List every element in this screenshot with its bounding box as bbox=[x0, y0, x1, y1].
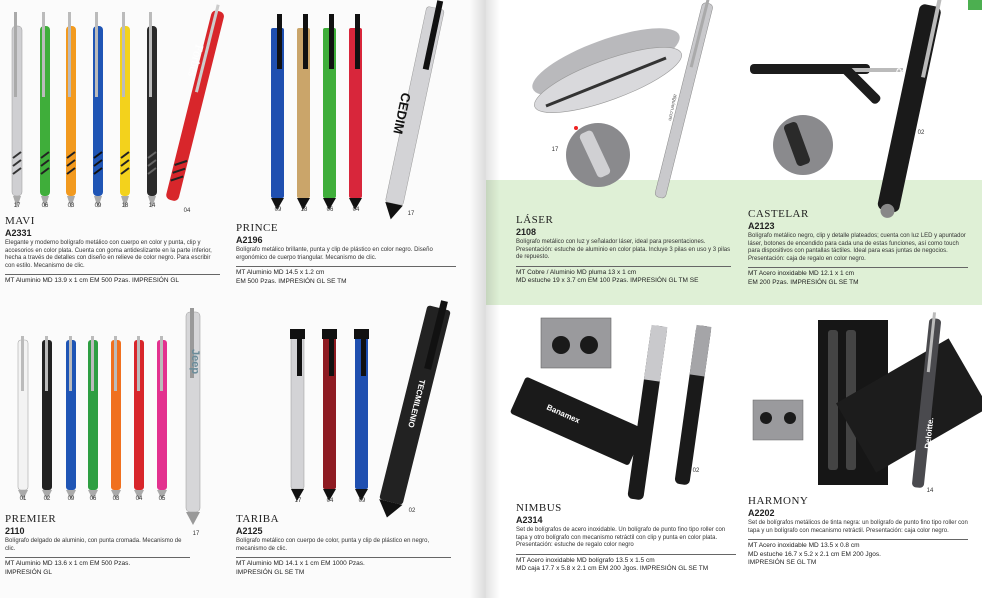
prince-color-code: 04 bbox=[352, 207, 360, 213]
mavi-pen-silver bbox=[12, 12, 22, 208]
product-code: 2110 bbox=[5, 526, 25, 536]
product-specs bbox=[236, 557, 451, 577]
harmony-logo-text: Deloitte. bbox=[923, 416, 936, 450]
nimbus-color-code: 02 bbox=[692, 468, 700, 474]
product-description: Set de bolígrafos metálicos de tinta negra: un bolígrafo de punto fino tipo roller con tapa y un bolígrafo con mecanismo retráctil. Presentación: caja color negro. bbox=[748, 520, 968, 534]
harmony-logo bbox=[924, 395, 944, 455]
tariba-pen-blue bbox=[354, 329, 369, 501]
page-corner-tab bbox=[968, 0, 982, 10]
tariba-logo-text: TECMILENIO bbox=[406, 378, 427, 429]
catalog-page-right bbox=[486, 0, 982, 598]
mavi-pen-black bbox=[147, 12, 157, 208]
product-mavi bbox=[5, 215, 220, 286]
product-prince bbox=[236, 222, 456, 286]
mavi-pen-blue bbox=[93, 12, 103, 208]
premier-color-code: 04 bbox=[135, 496, 143, 502]
product-code: A2202 bbox=[748, 508, 775, 518]
mavi-color-code: 09 bbox=[94, 203, 102, 209]
product-description: Set de bolígrafos de acero inoxidable. Un bolígrafo de punto fino tipo roller con tapa y otro bolígrafo con mecanismo retráctil con clip y punta en color plata. Presentación: estuche de regalo color negro bbox=[516, 527, 726, 549]
premier-pen-silver-large bbox=[186, 308, 200, 525]
product-description: Bolígrafo metálico con cuerpo de color, punta y clip de plástico en negro, mecanismo de clic. bbox=[236, 538, 430, 552]
nimbus-pen-cap bbox=[627, 325, 667, 501]
product-harmony bbox=[748, 495, 968, 568]
product-specs bbox=[5, 557, 190, 577]
product-castelar bbox=[748, 208, 968, 287]
specs-line: EM 200 Pzas. IMPRESIÓN GL SE TM bbox=[748, 278, 859, 286]
premier-color-code: 17 bbox=[192, 531, 200, 537]
product-code: A2123 bbox=[748, 221, 775, 231]
product-name: HARMONY bbox=[748, 495, 809, 507]
premier-pen-black bbox=[42, 336, 52, 500]
laser-logo-text: alguien.com bbox=[666, 93, 678, 122]
product-premier bbox=[5, 513, 190, 577]
castelar-logo bbox=[890, 30, 934, 110]
product-description: Elegante y moderno bolígrafo metálico con cuerpo en color y punta, clip y accesorios en color plata. Cuenta con goma antideslizante en la parte inferior, hecha a través de detalles con diseño en relieve de color negro. Para escribir con estilo. Mecanismo de clic. bbox=[5, 240, 212, 269]
nimbus-detail-inset bbox=[541, 318, 611, 368]
nimbus-pen-retractable bbox=[674, 325, 711, 486]
product-specs bbox=[748, 539, 968, 568]
product-code: A2331 bbox=[5, 228, 32, 238]
prince-pen-blue bbox=[271, 14, 284, 210]
premier-logo-text: Jeep bbox=[189, 349, 201, 375]
specs-line: MT Aluminio MD 13.6 x 1 cm EM 500 Pzas. bbox=[5, 560, 131, 568]
laser-color-code: 17 bbox=[551, 147, 559, 153]
product-name: TARIBA bbox=[236, 513, 280, 525]
premier-pen-red bbox=[134, 336, 144, 500]
product-description: Bolígrafo metálico con luz y señalador láser, ideal para presentaciones. Presentación: estuche de aluminio en color plata. Incluye 3 pilas en uso y 3 pilas de repuesto. bbox=[516, 239, 731, 261]
product-name: MAVI bbox=[5, 215, 35, 227]
product-specs: MT Aluminio MD 13.9 x 1 cm EM 500 Pzas. IMPRESIÓN GL bbox=[5, 274, 220, 286]
product-code: A2125 bbox=[236, 526, 263, 536]
premier-color-code: 02 bbox=[43, 496, 51, 502]
mavi-pen-green bbox=[40, 12, 50, 208]
premier-pen-blue bbox=[66, 336, 76, 500]
product-name: LÁSER bbox=[516, 214, 554, 226]
product-description: Bolígrafo delgado de aluminio, con punta cromada. Mecanismo de clic. bbox=[5, 538, 182, 552]
product-description: Bolígrafo metálico negro, clip y detalle plateados; cuenta con luz LED y apuntador láser, botones de encendido para cada una de estas funciones, así como touch para dispositivos con pantallas táctiles. Ideal para esas juntas de negocios. Presentación: caja de regalo en color negro. bbox=[748, 233, 966, 262]
specs-line: MD estuche 16.7 x 5.2 x 2.1 cm EM 200 Jgos. bbox=[748, 550, 881, 558]
castelar-logo-text: ORACLE bbox=[890, 35, 915, 87]
laser-logo bbox=[666, 90, 686, 150]
product-code: A2196 bbox=[236, 235, 263, 245]
mavi-color-code: 04 bbox=[183, 208, 191, 214]
prince-color-code: 09 bbox=[274, 207, 282, 213]
product-code: A2314 bbox=[516, 515, 543, 525]
prince-logo-text: CEDIM bbox=[390, 91, 414, 136]
specs-line: MT Acero inoxidable MD 12.1 x 1 cm bbox=[748, 270, 855, 278]
castelar-pen-horizontal bbox=[750, 64, 903, 74]
specs-line: MT Acero inoxidable MD 13.5 x 0.8 cm bbox=[748, 542, 860, 550]
tariba-pen-silver bbox=[290, 329, 305, 501]
castelar-color-code: 02 bbox=[917, 130, 925, 136]
tariba-color-code: 09 bbox=[358, 498, 366, 504]
product-specs bbox=[236, 266, 456, 286]
product-description: Bolígrafo metálico brillante, punta y clip de plástico en color negro. Diseño ergonómico de cuerpo triangular. Mecanismo de clic. bbox=[236, 247, 433, 261]
prince-logo bbox=[390, 90, 426, 190]
prince-color-code: 06 bbox=[326, 207, 334, 213]
mavi-pen-yellow bbox=[120, 12, 130, 208]
prince-pen-green bbox=[323, 14, 336, 210]
laser-tin-case bbox=[525, 15, 688, 126]
specs-line: IMPRESIÓN SE GL TM bbox=[748, 559, 817, 567]
product-specs bbox=[516, 554, 736, 574]
prince-color-code: 18 bbox=[300, 207, 308, 213]
specs-line: EM 500 Pzas. IMPRESIÓN GL SE TM bbox=[236, 277, 347, 285]
specs-line: IMPRESIÓN GL bbox=[5, 568, 52, 576]
product-name: NIMBUS bbox=[516, 502, 562, 514]
tariba-color-code: 17 bbox=[294, 498, 302, 504]
mavi-color-code: 14 bbox=[148, 203, 156, 209]
premier-logo bbox=[186, 345, 206, 405]
specs-line: MT Acero inoxidable MD bolígrafo 13.5 x 1.5 cm bbox=[516, 556, 655, 564]
mavi-logo bbox=[178, 40, 208, 120]
prince-pen-red bbox=[349, 14, 362, 210]
product-name: CASTELAR bbox=[748, 208, 809, 220]
product-specs bbox=[516, 266, 731, 286]
specs-line: MD caja 17.7 x 5.8 x 2.1 cm EM 200 Jgos. IMPRESIÓN GL SE TM bbox=[516, 565, 709, 573]
mavi-color-code: 03 bbox=[67, 203, 75, 209]
premier-pen-orange bbox=[111, 336, 121, 500]
specs-line: MT Aluminio MD 14.5 x 1.2 cm bbox=[236, 269, 325, 277]
prince-color-code: 17 bbox=[407, 211, 415, 217]
product-name: PREMIER bbox=[5, 513, 57, 525]
premier-color-code: 01 bbox=[19, 496, 27, 502]
prince-pen-gold bbox=[297, 14, 310, 210]
premier-color-code: 09 bbox=[67, 496, 75, 502]
product-nimbus bbox=[516, 502, 736, 574]
mavi-color-code: 18 bbox=[121, 203, 129, 209]
specs-line: MT Aluminio MD 14.1 x 1 cm EM 1000 Pzas. bbox=[236, 560, 365, 568]
premier-pen-green bbox=[88, 336, 98, 500]
tariba-logo bbox=[398, 375, 428, 465]
specs-line: MD estuche 19 x 3.7 cm EM 100 Pzas. IMPRESIÓN GL TM SE bbox=[516, 277, 699, 285]
mavi-logo-text: Forbes bbox=[185, 43, 207, 79]
mavi-color-code: 06 bbox=[41, 203, 49, 209]
tariba-color-code: 02 bbox=[408, 508, 416, 514]
premier-color-code: 05 bbox=[158, 496, 166, 502]
mavi-color-code: 17 bbox=[13, 203, 21, 209]
tariba-pen-red bbox=[322, 329, 337, 501]
catalog-page-left bbox=[0, 0, 486, 598]
premier-pen-pink bbox=[157, 336, 167, 500]
product-laser bbox=[516, 214, 731, 286]
page-gutter-shadow bbox=[470, 0, 500, 598]
product-specs bbox=[748, 267, 968, 287]
tariba-color-code: 04 bbox=[326, 498, 334, 504]
premier-color-code: 03 bbox=[112, 496, 120, 502]
premier-color-code: 06 bbox=[89, 496, 97, 502]
specs-line: MT Cobre / Aluminio MD pluma 13 x 1 cm bbox=[516, 268, 637, 276]
nimbus-logo-text: Banamex bbox=[545, 402, 582, 426]
nimbus-logo bbox=[534, 395, 614, 445]
product-name: PRINCE bbox=[236, 222, 279, 234]
harmony-color-code: 14 bbox=[926, 488, 934, 494]
product-code: 2108 bbox=[516, 227, 537, 237]
mavi-pen-orange bbox=[66, 12, 76, 208]
specs-line: IMPRESIÓN GL SE TM bbox=[236, 568, 305, 576]
product-tariba bbox=[236, 513, 451, 577]
premier-pen-white bbox=[18, 336, 28, 500]
